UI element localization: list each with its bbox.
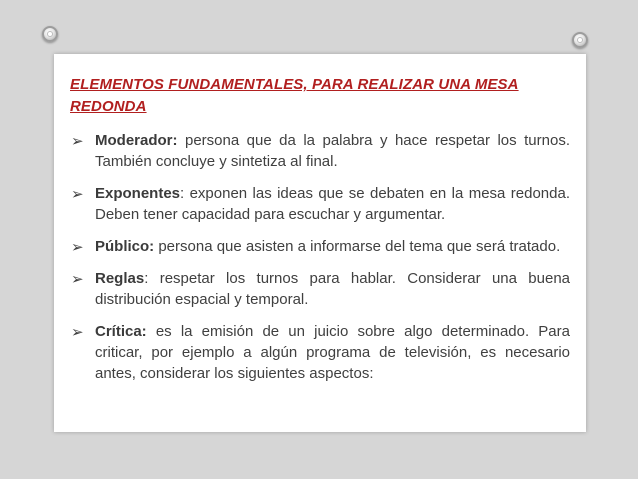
arrowhead-bullet-icon: ➢	[71, 238, 84, 256]
pushpin-icon	[572, 32, 588, 48]
item-term: Público:	[95, 238, 155, 255]
item-text: persona que asisten a informarse del tema que será tratado.	[154, 238, 561, 255]
item-term: Exponentes	[95, 185, 181, 202]
list-item	[70, 321, 570, 384]
item-text: : exponen las ideas que se debaten en la mesa redonda. Deben tener capacidad para escuchar y argumentar.	[95, 185, 570, 223]
list-item	[70, 183, 570, 225]
arrowhead-bullet-icon: ➢	[71, 323, 84, 341]
list-item	[70, 268, 570, 310]
item-term: Crítica:	[95, 323, 147, 340]
arrowhead-bullet-icon: ➢	[71, 185, 84, 203]
slide-title: ELEMENTOS FUNDAMENTALES, PARA REALIZAR UNA MESA REDONDA	[70, 76, 519, 115]
pushpin-icon	[42, 26, 58, 42]
bullet-list	[70, 130, 570, 395]
item-text: : respetar los turnos para hablar. Considerar una buena distribución espacial y temporal.	[95, 270, 570, 308]
arrowhead-bullet-icon: ➢	[71, 270, 84, 288]
list-item	[70, 130, 570, 172]
list-item	[70, 236, 570, 257]
item-term: Reglas	[95, 270, 145, 287]
item-text: persona que da la palabra y hace respetar los turnos. También concluye y sintetiza al final.	[95, 132, 570, 170]
item-term: Moderador:	[95, 132, 178, 149]
arrowhead-bullet-icon: ➢	[71, 132, 84, 150]
item-text: es la emisión de un juicio sobre algo determinado. Para criticar, por ejemplo a algún programa de televisión, es necesario antes, considerar los siguientes aspectos:	[95, 323, 570, 382]
